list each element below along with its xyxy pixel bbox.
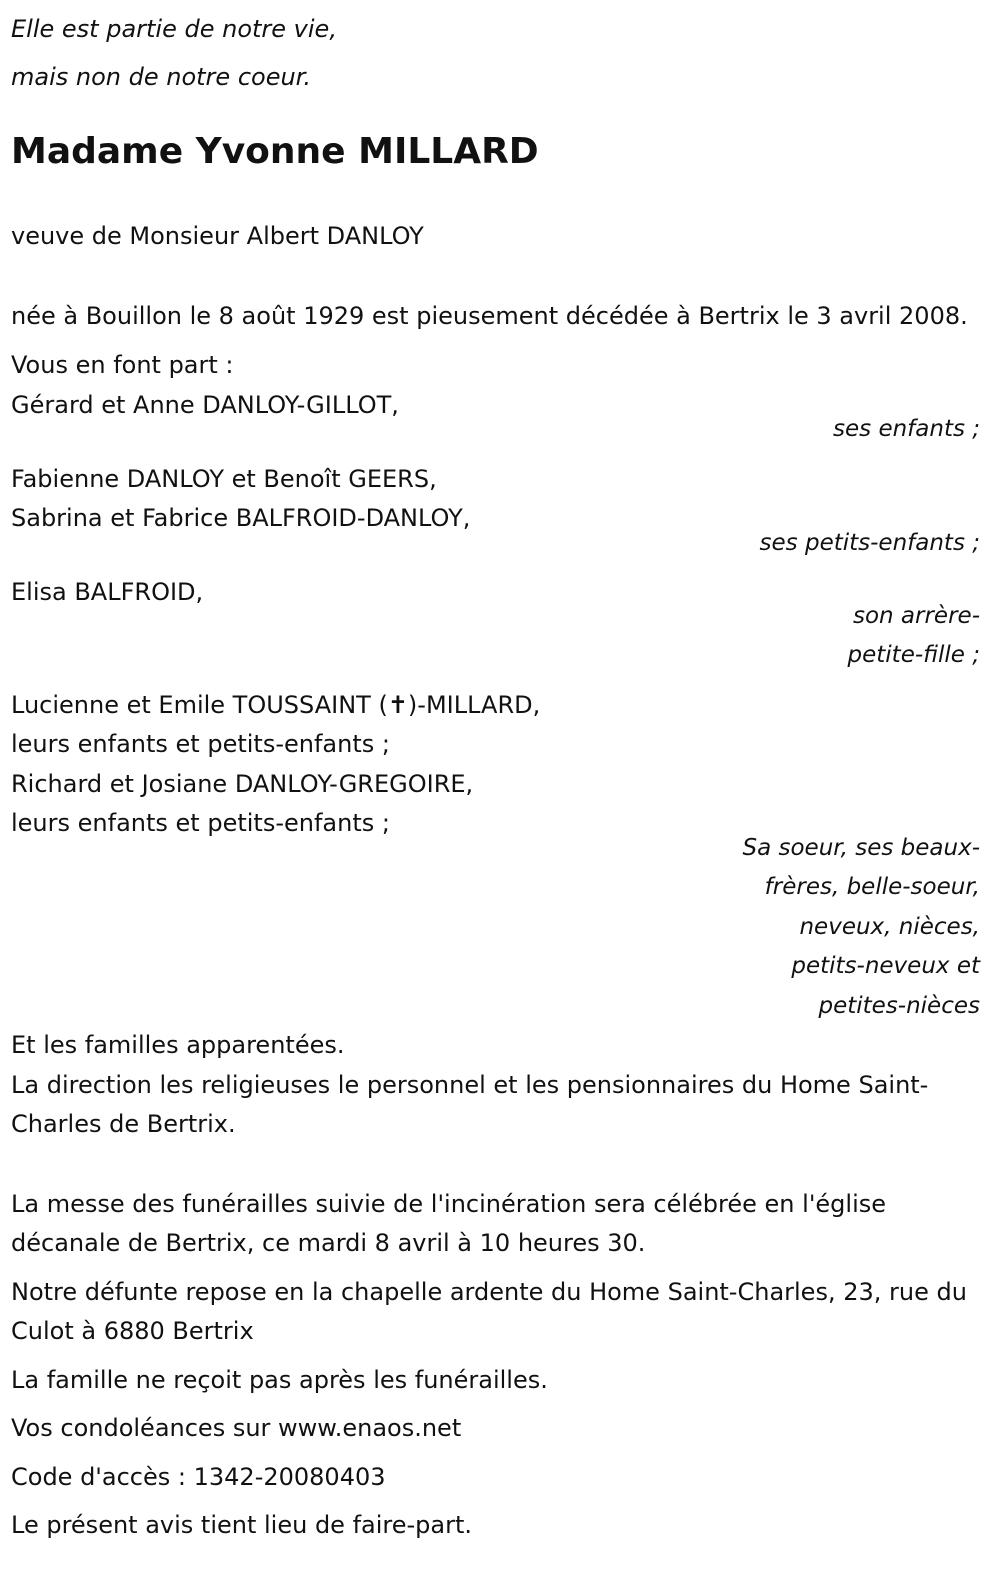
- children-name: Gérard et Anne DANLOY-GILLOT,: [11, 390, 399, 419]
- siblings-relation-line: petits-neveux et: [791, 953, 980, 979]
- great-grandchild-group: [11, 573, 980, 676]
- notice-statement: Le présent avis tient lieu de faire-part.: [11, 1511, 473, 1539]
- grandchild-name: Fabienne DANLOY et Benoît GEERS,: [11, 464, 437, 493]
- deceased-name: Madame Yvonne MILLARD: [11, 131, 539, 172]
- no-reception: La famille ne reçoit pas après les funérailles.: [11, 1365, 548, 1394]
- quote-line-1: Elle est partie de notre vie,: [11, 15, 337, 43]
- children-relation: ses enfants ;: [833, 416, 980, 442]
- sibling-line: Lucienne et Emile TOUSSAINT (✝)-MILLARD,: [11, 690, 541, 719]
- quote-line-2: mais non de notre coeur.: [11, 63, 311, 91]
- siblings-relation-line: frères, belle-soeur,: [764, 874, 980, 900]
- great-grandchild-relation-line: son arrère-: [852, 602, 980, 629]
- sibling-line: leurs enfants et petits-enfants ;: [11, 809, 390, 837]
- related-families: Et les familles apparentées.: [11, 1031, 345, 1059]
- sibling-line: leurs enfants et petits-enfants ;: [11, 730, 390, 758]
- home-staff: La direction les religieuses le personnel et les pensionnaires du Home Saint-Charles de Bertrix.: [11, 1070, 929, 1138]
- siblings-relation: [720, 829, 980, 1027]
- children-group: [11, 386, 980, 450]
- siblings-relation-line: Sa soeur, ses beaux-: [742, 834, 980, 861]
- announce-heading: Vous en font part :: [11, 351, 234, 379]
- great-grandchild-name: Elisa BALFROID,: [11, 578, 204, 606]
- grandchild-name: Sabrina et Fabrice BALFROID-DANLOY,: [11, 504, 471, 532]
- obituary-notice: [11, 5, 980, 1546]
- sibling-line: Richard et Josiane DANLOY-GREGOIRE,: [11, 769, 474, 798]
- widow-of: veuve de Monsieur Albert DANLOY: [11, 222, 424, 250]
- condolences-link: Vos condoléances sur www.enaos.net: [11, 1414, 462, 1442]
- chapel-location: Notre défunte repose en la chapelle ardente du Home Saint-Charles, 23, rue du Culot à 6880 Bertrix: [11, 1277, 967, 1345]
- siblings-relation-line: petites-nièces: [818, 992, 980, 1019]
- birth-death-details: née à Bouillon le 8 août 1929 est pieusement décédée à Bertrix le 3 avril 2008.: [11, 301, 968, 330]
- siblings-relation-line: neveux, nièces,: [799, 913, 980, 940]
- siblings-group: [11, 686, 980, 1027]
- grandchildren-group: [11, 460, 980, 564]
- funeral-mass: La messe des funérailles suivie de l'incinération sera célébrée en l'église décanale de Bertrix, ce mardi 8 avril à 10 heures 30.: [11, 1189, 887, 1257]
- grandchildren-relation: ses petits-enfants ;: [759, 529, 980, 556]
- access-code: Code d'accès : 1342-20080403: [11, 1462, 386, 1491]
- great-grandchild-relation-line: petite-fille ;: [847, 642, 980, 668]
